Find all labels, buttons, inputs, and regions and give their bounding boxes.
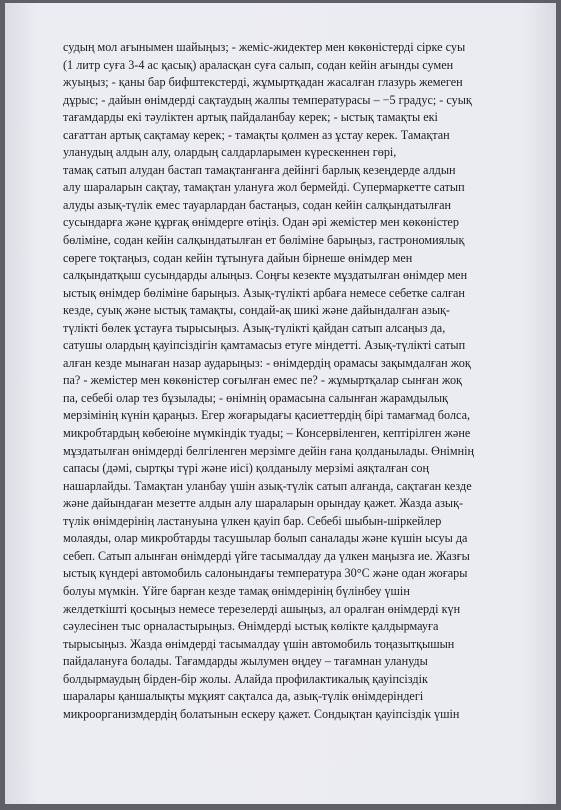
text-line: молаяды, олар микробтарды тасушылар болып саналады және күшін ысуы да <box>63 531 468 546</box>
text-line: па, себебі олар тез бұзылады; - өнімнің орамасына салынған жарамдылық <box>63 390 448 405</box>
text-line: сәулесінен тыс орналастырыңыз. Өнімдерді ыстық көлікте қалдырмауға <box>63 619 439 634</box>
text-line: ыстық күндері автомобиль салонындағы температура 30°C және одан жоғары <box>63 566 468 581</box>
text-line: және дайындаған мезетте алдын алу шараларын орындау қажет. Жазда азық- <box>63 496 464 511</box>
text-line: уланудың алдын алу, олардың салдарларымен күрескеннен гөрі, <box>63 145 397 160</box>
text-line: себеп. Сатып алынған өнімдерді үйге тасымалдау да үлкен маңызға ие. Жазғы <box>63 548 470 563</box>
text-line: сатушы олардың қауіпсіздігін қамтамасыз етуге міндетті. Азық-түлікті сатып <box>63 338 466 353</box>
text-line: желдеткішті қосыңыз немесе терезелерді ашыңыз, ал оралған өнімдерді күн <box>63 601 461 616</box>
text-line: ыстық өнімдер бөліміне барыңыз. Азық-түлікті арбаға немесе себетке салған <box>63 285 465 300</box>
text-line: түлікті бөлек ұстауға тырысыңыз. Азық-түлікті қайдан сатып алсаңыз да, <box>63 320 446 335</box>
text-line: сөреге тоқтаңыз, содан кейін тұтынуға дайын бірнеше өнімдер мен <box>63 250 413 265</box>
text-line: пайдалануға болады. Тағамдарды жылумен өңдеу – тағамнан улануды <box>63 654 428 669</box>
text-line: салқындатқыш сусындарды алыңыз. Соңғы кезекте мұздатылған өнімдер мен <box>63 268 468 283</box>
text-line: микроорганизмдердің болатынын ескеру қажет. Сондықтан қауіпсіздік үшін <box>63 706 460 721</box>
text-line: кезде, суық және ыстық тамақты, сондай-ақ шикі және дайындалған азық- <box>63 303 450 318</box>
text-line: түлік өнімдерінің ластануына үлкен қауіп бар. Себебі шыбын-шіркейлер <box>63 513 442 528</box>
text-line: па? - жемістер мен көкөністер соғылған емес пе? - жұмыртқалар сынған жоқ <box>63 373 462 388</box>
text-line: алу шараларын сақтау, тамақтан улануға жол бермейді. Супермаркетте сатып <box>63 180 465 195</box>
text-line: сағаттан артық сақтамау керек; - тамақты қолмен аз ұстау керек. Тамақтан <box>63 127 450 142</box>
text-line: тағамдарды екі тәуліктен артық пайдаланбау керек; - ыстық тамақты екі <box>63 110 438 125</box>
text-line: дұрыс; - дайын өнімдерді сақтаудың жалпы температурасы – −5 градус; - суық <box>63 92 472 107</box>
body-text <box>63 39 541 723</box>
text-line: болдырмаудың бірден-бір жолы. Алайда профилактикалық қауіпсіздік <box>63 671 428 686</box>
text-line: мерзімінің күнін қараңыз. Егер жоғарыдағы қасиеттердің бірі тамағмад болса, <box>63 408 471 423</box>
text-line: шаралары қаншалықты мұқият сақталса да, азық-түлік өнімдеріндегі <box>63 689 424 704</box>
text-line: мұздатылған өнімдерді белгіленген мерзімге дейін ғана қолданылады. Өнімнің <box>63 443 475 458</box>
text-line: тырысыңыз. Жазда өнімдерді тасымалдау үшін автомобиль тоңазытқышын <box>63 636 455 651</box>
text-line: сапасы (дәмі, сыртқы түрі және иісі) қолданылу мерзімі аяқталған соң <box>63 461 430 476</box>
text-line: алуды азық-түлік емес тауарлардан бастаңыз, содан кейін салқындатылған <box>63 197 452 212</box>
text-line: тамақ сатып алудан бастап тамақтанғанға дейінгі барлық кезеңдерде алдын <box>63 162 456 177</box>
text-line: судың мол ағынымен шайыңыз; - жеміс-жидектер мен көкөністерді сірке суы <box>63 40 466 54</box>
text-line: алған кезде мынаған назар аударыңыз: - өнімдердің орамасы зақымдалған жоқ <box>63 355 471 370</box>
text-line: сусындарға және құрғақ өнімдерге өтіңіз. Одан әрі жемістер мен көкөністер <box>63 215 459 230</box>
text-line: нашарлайды. Тамақтан уланбау үшін азық-түлік сатып алғанда, сақтаған кезде <box>63 478 472 493</box>
text-line: микробтардың көбеюіне мүмкіндік туады; – Консервіленген, кептірілген және <box>63 426 471 441</box>
scanned-page <box>5 3 556 804</box>
text-line: (1 литр суға 3-4 ас қасық) араласқан суға салып, содан кейін ағынды сумен <box>63 57 454 72</box>
text-line: бөліміне, содан кейін салқындатылған ет бөліміне барыңыз, гастрономиялық <box>63 233 465 248</box>
text-line: болуы мүмкін. Үйге барған кезде тамақ өнімдерінің бүлінбеу үшін <box>63 583 410 598</box>
text-line: жуыңыз; - қаны бар бифштекстерді, жұмыртқадан жасалған глазурь жемеген <box>63 75 463 90</box>
